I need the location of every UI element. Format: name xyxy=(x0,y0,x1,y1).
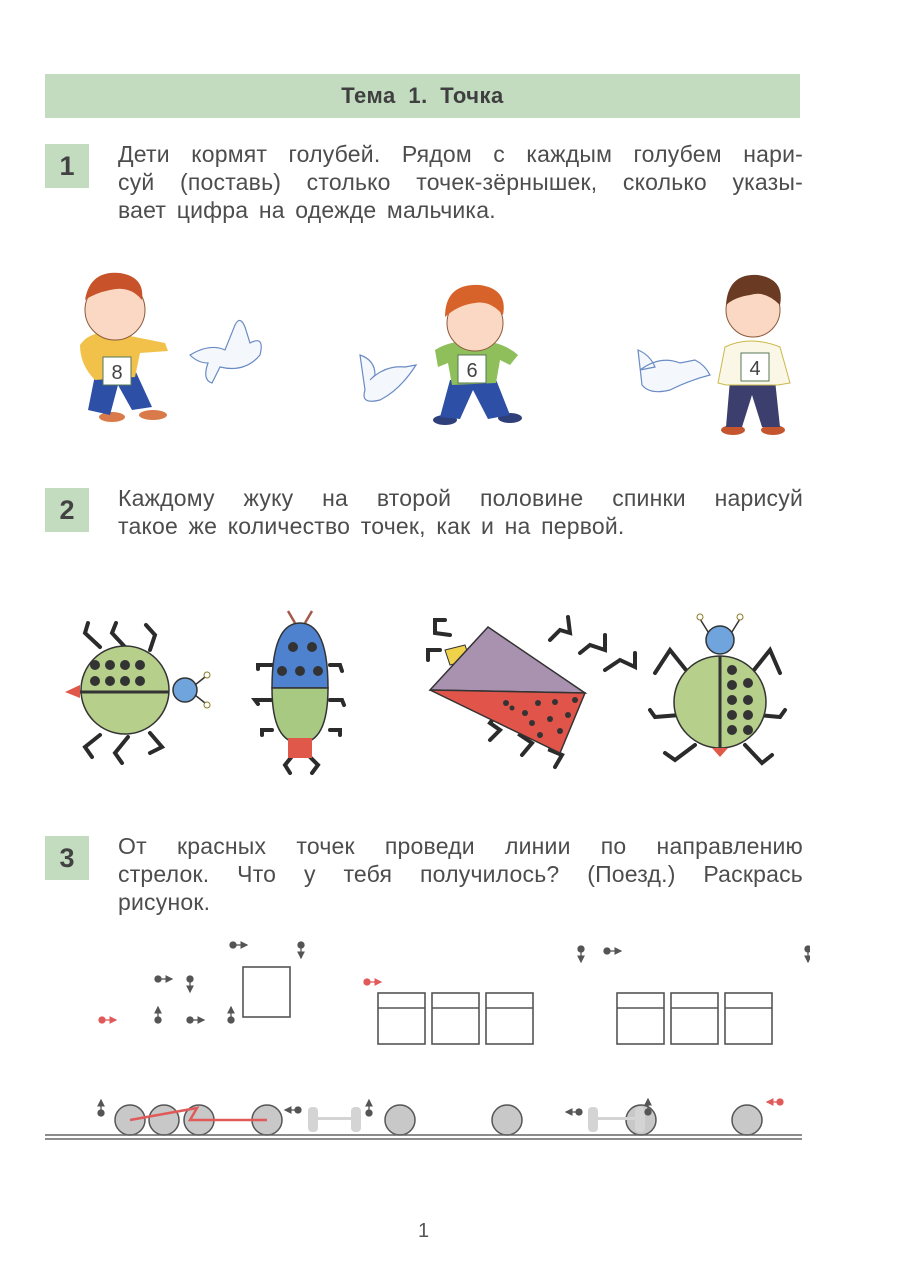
dove-icon xyxy=(638,350,710,392)
instruction-line: От красных точек проведи линии по направлению xyxy=(118,833,803,859)
topic-header xyxy=(45,74,800,118)
task-instruction xyxy=(118,832,803,916)
beetle-round-horizontal xyxy=(65,646,210,734)
instruction-line: суй (поставь) столько точек-зёрнышек, сколько указы- xyxy=(118,169,803,195)
topic-title: Тема 1. Точка xyxy=(341,83,504,108)
red-start-dot xyxy=(99,979,381,1023)
beetle-round-vertical xyxy=(674,614,766,757)
task-instruction xyxy=(118,484,803,540)
instruction-line: рисунок. xyxy=(118,889,211,915)
instruction-line: такое же количество точек, как и на первой. xyxy=(118,513,625,539)
task-number-badge: 2 xyxy=(45,488,89,532)
instruction-line: Дети кормят голубей. Рядом с каждым голубем нари- xyxy=(118,141,803,167)
boy-illustration xyxy=(80,273,168,422)
dove-icon xyxy=(360,355,416,401)
shirt-number: 8 xyxy=(111,362,123,384)
instruction-line: Каждому жуку на второй половине спинки нарисуй xyxy=(118,485,803,511)
page-number: 1 xyxy=(418,1220,430,1242)
boy-illustration xyxy=(718,275,790,435)
task-1 xyxy=(45,140,805,230)
beetles-illustration xyxy=(50,605,810,790)
beetle-oval-vertical xyxy=(272,611,328,758)
task-instruction xyxy=(118,140,803,224)
boys-and-doves-illustration xyxy=(40,255,810,455)
instruction-line: вает цифра на одежде мальчика. xyxy=(118,197,496,223)
instruction-line: стрелок. Что у тебя получилось? (Поезд.) Раскрась xyxy=(118,861,803,887)
task-2 xyxy=(45,484,805,544)
boy-illustration xyxy=(433,285,522,425)
shirt-number: 6 xyxy=(466,360,478,382)
train-dot-to-dot-puzzle xyxy=(40,930,810,1145)
dove-icon xyxy=(190,320,261,383)
shirt-number: 4 xyxy=(749,358,761,380)
task-3 xyxy=(45,832,805,922)
task-number-badge: 1 xyxy=(45,144,89,188)
task-number-badge: 3 xyxy=(45,836,89,880)
beetle-trapezoid xyxy=(430,627,585,753)
